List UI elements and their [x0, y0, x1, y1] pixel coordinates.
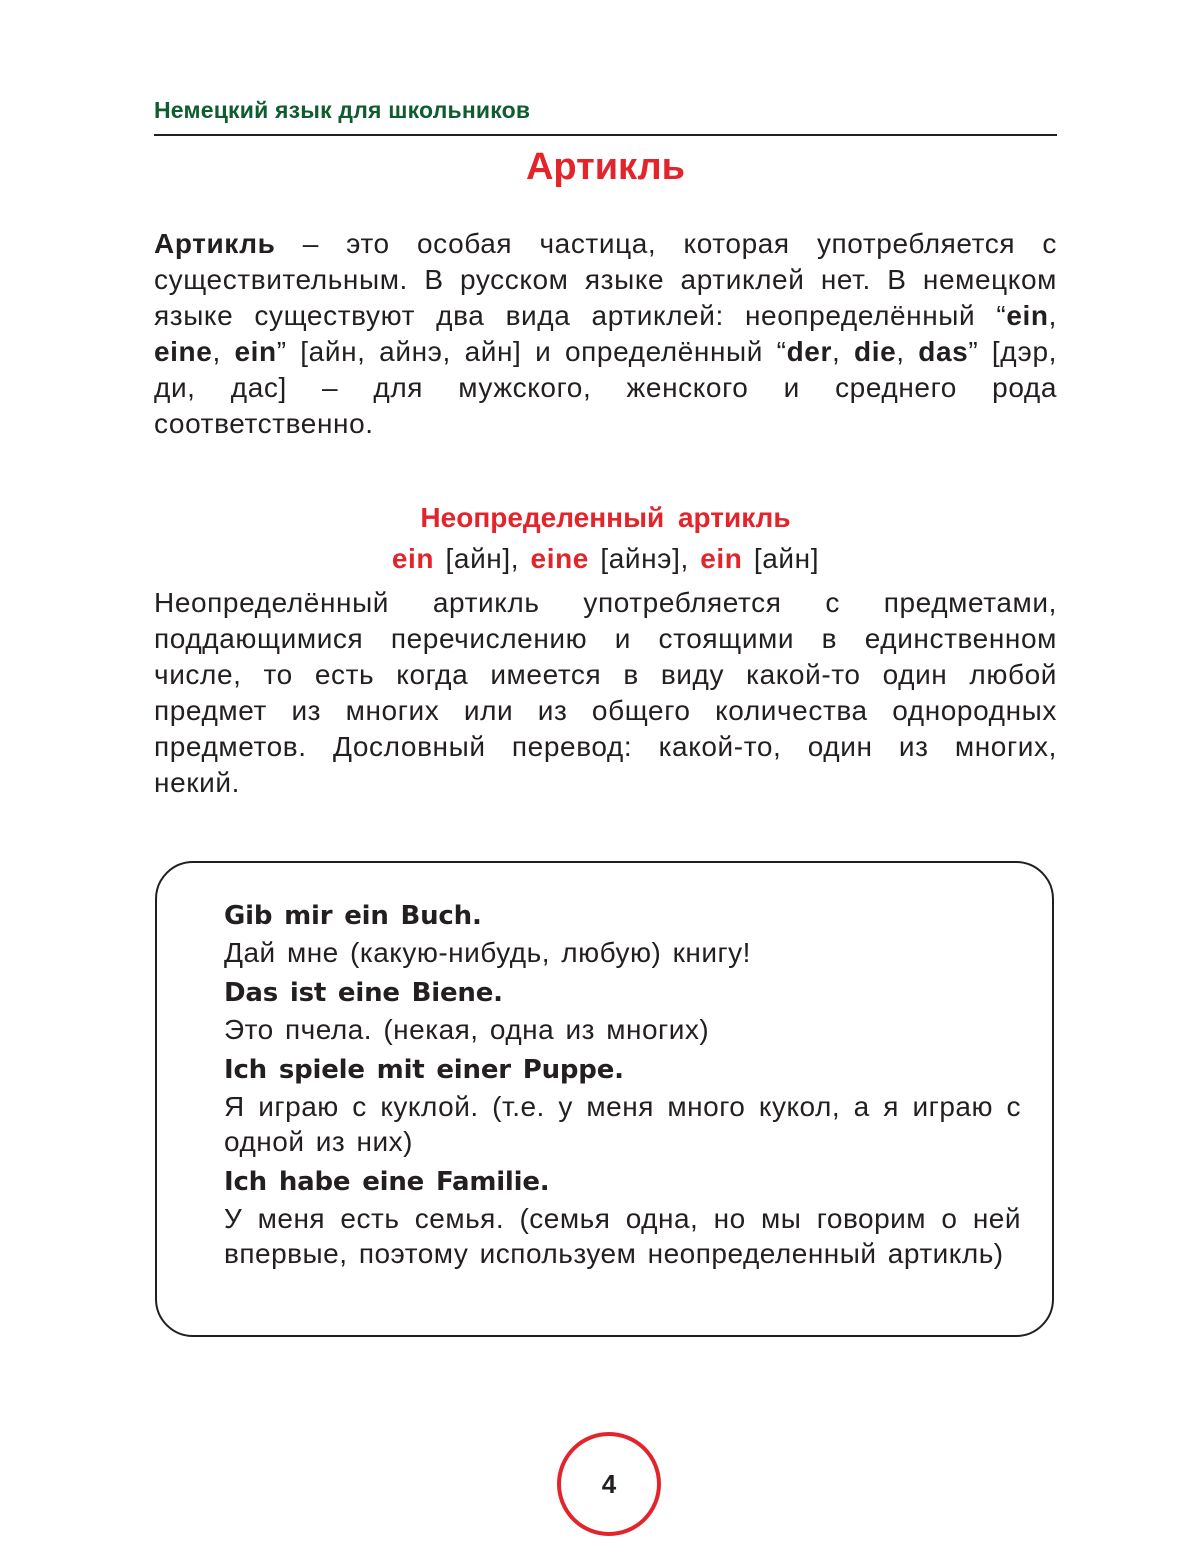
article-das: das: [918, 336, 969, 367]
intro-sep-3: ,: [831, 336, 854, 367]
indefinite-article-forms: [154, 543, 1057, 575]
intro-sep-4: ,: [896, 336, 919, 367]
section-title-indefinite: Неопределенный артикль: [420, 502, 791, 533]
intro-text-3: ” [дэр, ди, дас] – для мужского, женского и среднего рода соответственно.: [154, 336, 1058, 439]
form-word: ein: [700, 543, 743, 574]
example-translation: У меня есть семья. (семья одна, но мы говорим о ней впервые, поэтому используем неопределенный артикль): [224, 1203, 1021, 1269]
form-pronunciation: [айн]: [742, 543, 820, 574]
article-eine: eine: [154, 336, 213, 367]
intro-sep-2: ,: [212, 336, 235, 367]
article-die: die: [854, 336, 897, 367]
intro-paragraph: [154, 226, 1057, 442]
form-word: eine: [530, 543, 589, 574]
example-german: Ich habe eine Familie.: [224, 1167, 550, 1197]
intro-text-2: ” [айн, айнэ, айн] и определённый “: [276, 336, 787, 367]
example-translation: Я играю с куклой. (т.е. у меня много кукол, а я играю с одной из них): [224, 1091, 1021, 1157]
article-der: der: [786, 336, 832, 367]
intro-text-1: – это особая частица, которая употребляется с существительным. В русском языке артиклей нет. В немецком языке существуют два вида артиклей: неопределённый “: [154, 228, 1057, 331]
intro-sep-1: ,: [1048, 300, 1057, 331]
indefinite-description: Неопределённый артикль употребляется с предметами, поддающимися перечислению и стоящими в единственном числе, то есть когда имеется в виду какой-то один любой предмет из многих или из общего количества однородных предметов. Дословный перевод: какой-то, один из многих, некий.: [154, 587, 1057, 798]
example-translation: Это пчела. (некая, одна из многих): [224, 1014, 710, 1045]
header-divider: [154, 134, 1057, 136]
article-ein-neut: ein: [234, 336, 277, 367]
running-header-title: Немецкий язык для школьников: [154, 97, 531, 123]
page-number: 4: [557, 1432, 661, 1536]
intro-term: Артикль: [154, 228, 276, 259]
form-word: ein: [391, 543, 435, 574]
form-pronunciation: [айнэ],: [588, 543, 701, 574]
example-german: Ich spiele mit einer Puppe.: [224, 1055, 624, 1085]
page-title: Артикль: [525, 146, 686, 188]
example-translation: Дай мне (какую-нибудь, любую) книгу!: [224, 937, 751, 968]
form-pronunciation: [айн],: [434, 543, 531, 574]
example-german: Gib mir ein Buch.: [224, 901, 482, 931]
examples-list: [224, 893, 1021, 1271]
article-ein-masc: ein: [1006, 300, 1049, 331]
example-german: Das ist eine Biene.: [224, 978, 503, 1008]
